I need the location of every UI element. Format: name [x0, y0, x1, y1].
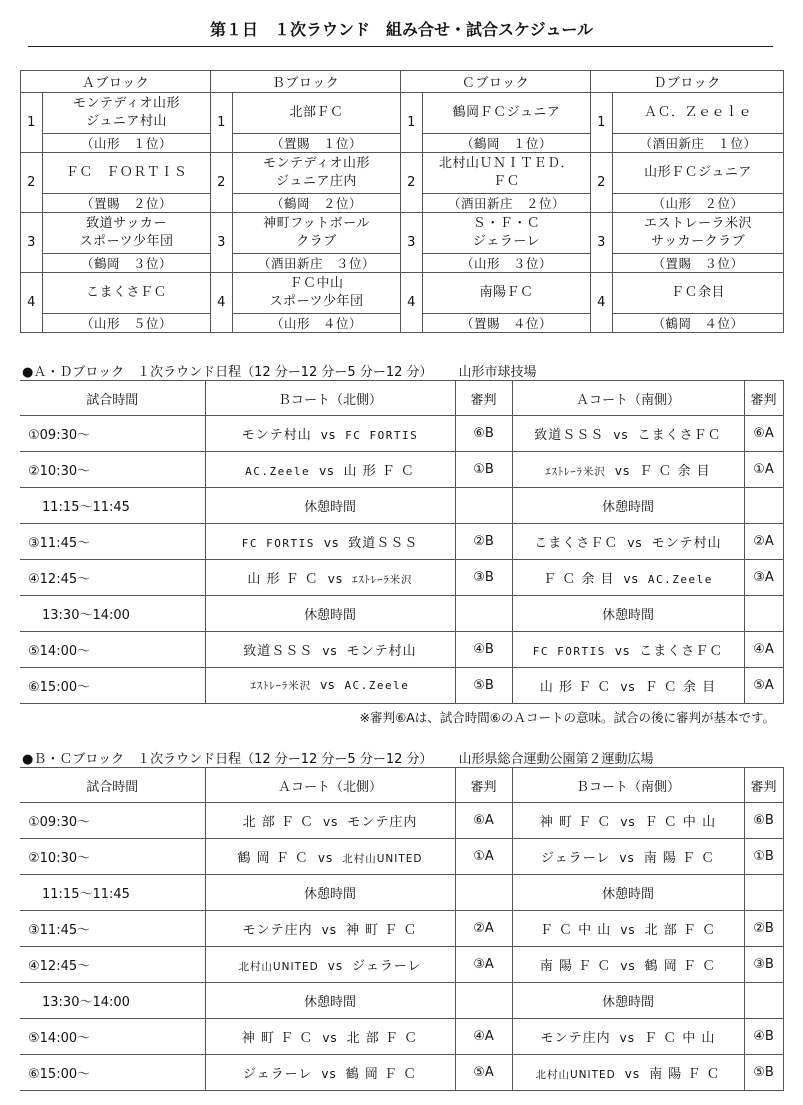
team-rank: （鶴岡 ４位） [613, 314, 784, 333]
team-rank: （置賜 ４位） [423, 314, 591, 333]
referee: ②A [744, 524, 783, 560]
vs-label: vs [321, 1067, 337, 1081]
team-name: 鶴 岡 Ｆ Ｃ [237, 851, 309, 866]
team-rank: （鶴岡 ２位） [233, 194, 401, 213]
team-name: 南 陽 Ｆ Ｃ [539, 959, 612, 974]
schedule-ad-table [20, 380, 784, 704]
team-name: モンテ村山 [241, 428, 312, 443]
title-underline [28, 46, 773, 47]
block-b-header: Ｂブロック [211, 71, 401, 93]
team-name: Ｆ Ｃ 中 山 [539, 923, 612, 938]
group-seed-number: 4 [401, 273, 423, 333]
vs-label: vs [327, 959, 344, 973]
team-name [43, 213, 211, 254]
team-name: モンテ庄内 [347, 815, 418, 830]
court2-match [512, 839, 744, 875]
court1-match [205, 911, 455, 947]
group-seed-number: 3 [401, 213, 423, 273]
court1-match [205, 839, 455, 875]
referee: ④A [744, 632, 783, 668]
referee: ①A [744, 452, 783, 488]
match-time: ②10:30～ [20, 452, 205, 488]
referee: ⑤A [744, 668, 783, 704]
team-name: Ｆ Ｃ 中 山 [644, 815, 717, 830]
court2-match [512, 416, 744, 452]
referee: ①A [455, 839, 512, 875]
team-name: 致道ＳＳＳ [534, 428, 605, 443]
team-rank: （酒田新庄 ２位） [423, 194, 591, 213]
court2-match [512, 803, 744, 839]
court2-match [512, 947, 744, 983]
team-name: 北 部 Ｆ Ｃ [644, 923, 717, 938]
team-name: ジェラーレ [352, 959, 422, 974]
team-name: 致道ＳＳＳ [348, 536, 419, 551]
team-name: 神 町 Ｆ Ｃ [539, 815, 612, 830]
ref-cell-empty [744, 488, 783, 524]
team-name: 鶴 岡 Ｆ Ｃ [345, 1067, 418, 1082]
vs-label: vs [317, 851, 334, 865]
referee: ⑤B [744, 1055, 783, 1091]
team-name: 南 陽 Ｆ Ｃ [649, 1067, 721, 1082]
team-rank: （鶴岡 ３位） [43, 254, 211, 273]
groups-table [20, 70, 784, 333]
break-label: 休憩時間 [512, 875, 744, 911]
match-row [20, 416, 783, 452]
vs-label: vs [327, 572, 344, 586]
team-name: こまくさＦＣ [637, 428, 722, 443]
group-seed-number: 2 [591, 153, 613, 213]
team-name-line: Ｓ・Ｆ・Ｃ [472, 216, 541, 231]
group-seed-number: 2 [21, 153, 43, 213]
match-time: ⑥15:00～ [20, 668, 205, 704]
match-row [20, 1019, 783, 1055]
referee: ⑥B [744, 803, 783, 839]
referee: ⑥A [455, 803, 512, 839]
team-name: 北村山UNITED [342, 853, 423, 865]
team-rank: （鶴岡 １位） [423, 134, 591, 153]
team-rank: （置賜 ２位） [43, 194, 211, 213]
ref-cell-empty [455, 875, 512, 911]
section-bc-title: ●Ｂ・Ｃブロック １次ラウンド日程（12 分ー12 分ー5 分ー12 分） [22, 752, 433, 767]
group-row [21, 213, 784, 254]
team-name-line: スポーツ少年団 [269, 294, 364, 309]
court2-match [512, 632, 744, 668]
team-name: 山 形 Ｆ Ｃ [247, 572, 319, 587]
ref-cell-empty [744, 875, 783, 911]
team-name: こまくさＦＣ [534, 536, 619, 551]
team-rank: （置賜 １位） [233, 134, 401, 153]
match-row [20, 668, 783, 704]
team-name [423, 213, 591, 254]
break-label: 休憩時間 [205, 983, 455, 1019]
team-name: Ｆ Ｃ 余 目 [644, 680, 717, 695]
team-name [423, 93, 591, 134]
team-name-line: モンテディオ山形 [263, 156, 370, 171]
section-bc-heading [22, 748, 654, 767]
ref-cell-empty [455, 596, 512, 632]
vs-label: vs [614, 644, 631, 658]
match-row [20, 803, 783, 839]
team-name-line: 鶴岡ＦＣジュニア [452, 105, 561, 120]
break-row [20, 983, 783, 1019]
court1-match [205, 632, 455, 668]
col-time-header: 試合時間 [20, 768, 205, 803]
team-name [233, 273, 401, 314]
court2-match [512, 911, 744, 947]
court1-match [205, 947, 455, 983]
team-name-line: エストレーラ米沢 [643, 216, 752, 231]
section-ad-heading [22, 361, 537, 380]
match-time: ②10:30～ [20, 839, 205, 875]
referee: ③A [744, 560, 783, 596]
vs-label: vs [319, 464, 335, 478]
group-row [21, 153, 784, 194]
col-ref1-header: 審判 [455, 381, 512, 416]
court1-match [205, 1055, 455, 1091]
court1-match [205, 668, 455, 704]
referee: ④B [455, 632, 512, 668]
team-name: 鶴 岡 Ｆ Ｃ [644, 959, 717, 974]
match-time: ⑤14:00～ [20, 632, 205, 668]
team-name [613, 273, 784, 314]
team-rank: （酒田新庄 １位） [613, 134, 784, 153]
court2-match [512, 668, 744, 704]
team-name-line: こまくさＦＣ [85, 285, 167, 300]
team-name-line: 南陽ＦＣ [479, 285, 534, 300]
referee: ①B [455, 452, 512, 488]
team-rank: （山形 ３位） [423, 254, 591, 273]
section-ad-venue: 山形市球技場 [458, 365, 537, 380]
team-name-line: 致道サッカー [86, 216, 167, 231]
group-seed-number: 3 [591, 213, 613, 273]
team-rank: （山形 ２位） [613, 194, 784, 213]
match-row [20, 911, 783, 947]
ref-cell-empty [744, 596, 783, 632]
court1-match [205, 452, 455, 488]
break-time: 13:30～14:00 [20, 596, 205, 632]
referee: ②B [744, 911, 783, 947]
referee-note: ※審判⑥Aは、試合時間⑥のＡコートの意味。試合の後に審判が基本です。 [359, 710, 775, 725]
vs-label: vs [614, 464, 631, 478]
vs-label: vs [322, 644, 338, 658]
team-name: Ｆ Ｃ 余 目 [543, 572, 615, 587]
team-name [43, 273, 211, 314]
team-name: AC.Zeele [245, 465, 311, 478]
team-name: 神 町 Ｆ Ｃ [345, 923, 418, 938]
court1-match [205, 1019, 455, 1055]
referee: ②A [455, 911, 512, 947]
team-name-line: 北村山ＵＮＩＴＥＤ． [438, 156, 574, 171]
vs-label: vs [321, 923, 337, 937]
vs-label: vs [320, 428, 337, 442]
group-seed-number: 1 [591, 93, 613, 153]
block-d-header: Ｄブロック [591, 71, 784, 93]
group-seed-number: 3 [21, 213, 43, 273]
team-name [43, 93, 211, 134]
group-seed-number: 4 [211, 273, 233, 333]
team-name [233, 153, 401, 194]
break-row [20, 488, 783, 524]
team-name: 山 形 Ｆ Ｃ [539, 680, 612, 695]
group-seed-number: 2 [401, 153, 423, 213]
match-row [20, 560, 783, 596]
team-name-line: ＡＣ．Ｚｅｅｌｅ [643, 105, 752, 120]
block-c-header: Ｃブロック [401, 71, 591, 93]
referee: ③B [455, 560, 512, 596]
vs-label: vs [323, 815, 339, 829]
team-name: 致道ＳＳＳ [243, 644, 314, 659]
col-court1-header: Ｂコート（北側） [205, 381, 455, 416]
team-name-line: ＦＣ余目 [670, 285, 725, 300]
team-name-line: ジュニア村山 [86, 114, 167, 129]
team-name-line: ジェラーレ [473, 234, 540, 249]
vs-label: vs [620, 923, 636, 937]
team-name: 南 陽 Ｆ Ｃ [643, 851, 716, 866]
col-time-header: 試合時間 [20, 381, 205, 416]
team-rank: （山形 １位） [43, 134, 211, 153]
referee: ③A [455, 947, 512, 983]
col-ref1-header: 審判 [455, 768, 512, 803]
schedule-header-row [20, 768, 783, 803]
break-label: 休憩時間 [512, 596, 744, 632]
team-name: 北 部 Ｆ Ｃ [346, 1031, 419, 1046]
break-time: 13:30～14:00 [20, 983, 205, 1019]
court1-match [205, 803, 455, 839]
match-time: ①09:30～ [20, 803, 205, 839]
team-name: モンテ庄内 [540, 1031, 611, 1046]
block-a-header: Ａブロック [21, 71, 211, 93]
col-court2-header: Ｂコート（南側） [512, 768, 744, 803]
team-name-line: ＦＣ ＦＯＲＴＩＳ [65, 165, 188, 180]
team-name-line: スポーツ少年団 [79, 234, 174, 249]
match-row [20, 1055, 783, 1091]
group-seed-number: 3 [211, 213, 233, 273]
group-row [21, 273, 784, 314]
group-row [21, 93, 784, 134]
match-time: ③11:45～ [20, 524, 205, 560]
col-ref2-header: 審判 [744, 381, 783, 416]
court1-match [205, 416, 455, 452]
referee: ⑥A [744, 416, 783, 452]
team-name: 山 形 Ｆ Ｃ [343, 464, 415, 479]
match-row [20, 524, 783, 560]
team-name-line: ＦＣ [492, 174, 520, 189]
team-name: FC FORTIS [241, 537, 315, 550]
ref-cell-empty [455, 983, 512, 1019]
court1-match [205, 524, 455, 560]
break-label: 休憩時間 [205, 596, 455, 632]
team-name-line: モンテディオ山形 [73, 96, 180, 111]
break-label: 休憩時間 [512, 488, 744, 524]
vs-label: vs [623, 572, 639, 586]
team-name: AC.Zeele [344, 679, 410, 692]
team-name-line: クラブ [296, 234, 337, 249]
break-row [20, 875, 783, 911]
group-seed-number: 4 [591, 273, 613, 333]
section-ad-title: ●Ａ・Ｄブロック １次ラウンド日程（12 分ー12 分ー5 分ー12 分） [22, 365, 433, 380]
team-name-line: 北部ＦＣ [289, 105, 344, 120]
vs-label: vs [620, 815, 636, 829]
team-name: こまくさＦＣ [639, 644, 724, 659]
team-name [423, 153, 591, 194]
referee: ⑤B [455, 668, 512, 704]
team-name: ジェラーレ [242, 1067, 313, 1082]
match-time: ③11:45～ [20, 911, 205, 947]
team-rank: （置賜 ３位） [613, 254, 784, 273]
ref-cell-empty [744, 983, 783, 1019]
ref-cell-empty [455, 488, 512, 524]
col-court1-header: Ａコート（北側） [205, 768, 455, 803]
team-name: 神 町 Ｆ Ｃ [241, 1031, 314, 1046]
match-time: ④12:45～ [20, 947, 205, 983]
team-name [423, 273, 591, 314]
court2-match [512, 452, 744, 488]
col-court2-header: Ａコート（南側） [512, 381, 744, 416]
vs-label: vs [620, 680, 636, 694]
col-ref2-header: 審判 [744, 768, 783, 803]
group-seed-number: 1 [21, 93, 43, 153]
referee: ③B [744, 947, 783, 983]
team-name [233, 213, 401, 254]
court2-match [512, 560, 744, 596]
match-row [20, 452, 783, 488]
team-name [613, 213, 784, 254]
group-seed-number: 4 [21, 273, 43, 333]
break-time: 11:15～11:45 [20, 875, 205, 911]
match-time: ④12:45～ [20, 560, 205, 596]
court2-match [512, 1019, 744, 1055]
team-name: ｴｽﾄﾚｰﾗ米沢 [545, 466, 606, 478]
team-name-line: 神町フットボール [263, 216, 370, 231]
team-name: 北 部 Ｆ Ｃ [242, 815, 315, 830]
group-seed-number: 1 [211, 93, 233, 153]
referee: ②B [455, 524, 512, 560]
referee: ④B [744, 1019, 783, 1055]
team-rank: （山形 ５位） [43, 314, 211, 333]
team-name-line: 山形ＦＣジュニア [644, 165, 752, 180]
team-name: Ｆ Ｃ 中 山 [643, 1031, 716, 1046]
match-row [20, 947, 783, 983]
team-name: ｴｽﾄﾚｰﾗ米沢 [352, 574, 413, 586]
team-name [613, 93, 784, 134]
break-row [20, 596, 783, 632]
break-label: 休憩時間 [205, 875, 455, 911]
match-time: ⑤14:00～ [20, 1019, 205, 1055]
vs-label: vs [613, 428, 629, 442]
match-time: ①09:30～ [20, 416, 205, 452]
team-name-line: ＦＣ中山 [289, 276, 344, 291]
break-time: 11:15～11:45 [20, 488, 205, 524]
referee: ⑥B [455, 416, 512, 452]
vs-label: vs [620, 959, 636, 973]
team-name: 北村山UNITED [238, 961, 319, 973]
team-name: モンテ村山 [346, 644, 417, 659]
team-name [43, 153, 211, 194]
vs-label: vs [627, 536, 643, 550]
match-row [20, 632, 783, 668]
vs-label: vs [320, 678, 336, 692]
team-name: モンテ庄内 [242, 923, 313, 938]
team-name: Ｆ Ｃ 余 目 [639, 464, 711, 479]
referee: ①B [744, 839, 783, 875]
break-label: 休憩時間 [205, 488, 455, 524]
match-time: ⑥15:00～ [20, 1055, 205, 1091]
team-name [233, 93, 401, 134]
team-name: FC FORTIS [345, 429, 419, 442]
page-title: 第１日 １次ラウンド 組み合せ・試合スケジュール [209, 20, 594, 39]
team-name: AC.Zeele [647, 573, 713, 586]
vs-label: vs [322, 1031, 338, 1045]
match-row [20, 839, 783, 875]
team-name: FC FORTIS [532, 645, 606, 658]
group-seed-number: 2 [211, 153, 233, 213]
team-name-line: ジュニア庄内 [276, 174, 357, 189]
team-name: ｴｽﾄﾚｰﾗ米沢 [250, 680, 312, 692]
team-name: モンテ村山 [651, 536, 722, 551]
team-name-line: サッカークラブ [650, 234, 746, 249]
section-bc-venue: 山形県総合運動公園第２運動広場 [458, 752, 654, 767]
court2-match [512, 524, 744, 560]
referee: ⑤A [455, 1055, 512, 1091]
vs-label: vs [624, 1067, 641, 1081]
break-label: 休憩時間 [512, 983, 744, 1019]
schedule-bc-table [20, 767, 784, 1091]
court1-match [205, 560, 455, 596]
team-rank: （山形 ４位） [233, 314, 401, 333]
group-seed-number: 1 [401, 93, 423, 153]
team-rank: （酒田新庄 ３位） [233, 254, 401, 273]
team-name: ジェラーレ [540, 851, 611, 866]
vs-label: vs [619, 1031, 635, 1045]
schedule-header-row [20, 381, 783, 416]
vs-label: vs [323, 536, 340, 550]
vs-label: vs [619, 851, 635, 865]
team-name [613, 153, 784, 194]
team-name: 北村山UNITED [535, 1069, 616, 1081]
court2-match [512, 1055, 744, 1091]
referee: ④A [455, 1019, 512, 1055]
